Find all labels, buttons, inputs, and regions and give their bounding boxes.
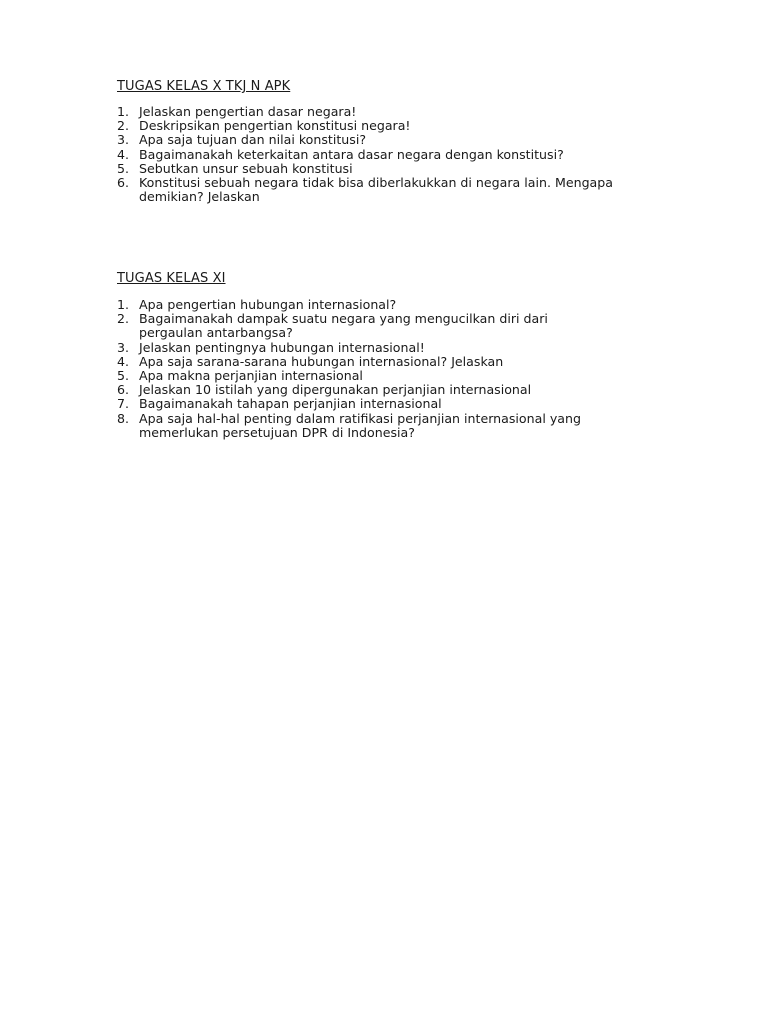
- question-item: [117, 412, 581, 440]
- question-number: 3.: [117, 339, 130, 355]
- question-text-line: Bagaimanakah keterkaitan antara dasar negara dengan konstitusi?: [139, 146, 564, 162]
- question-text-line: Jelaskan 10 istilah yang dipergunakan perjanjian internasional: [139, 382, 532, 398]
- question-text: [139, 119, 411, 133]
- question-text: [139, 412, 581, 440]
- question-item: [117, 105, 613, 119]
- question-text-line: memerlukan persetujuan DPR di Indonesia?: [139, 424, 415, 440]
- question-item: [117, 119, 613, 133]
- question-item: [117, 312, 581, 340]
- question-text: [139, 383, 531, 397]
- question-item: [117, 355, 581, 369]
- question-number: 5.: [117, 160, 130, 176]
- section-heading: TUGAS KELAS X TKJ N APK: [117, 79, 291, 94]
- question-text: [139, 397, 442, 411]
- question-text: [139, 298, 396, 312]
- question-text: [139, 312, 548, 340]
- question-item: [117, 162, 613, 176]
- question-text-line: Apa saja sarana-sarana hubungan internasional? Jelaskan: [139, 353, 504, 369]
- question-number: 6.: [117, 382, 130, 398]
- question-text: [139, 176, 613, 204]
- question-text-line: Sebutkan unsur sebuah konstitusi: [139, 160, 353, 176]
- question-number: 3.: [117, 132, 130, 148]
- question-number: 7.: [117, 396, 130, 412]
- question-text-line: Konstitusi sebuah negara tidak bisa diberlakukkan di negara lain. Mengapa: [139, 175, 613, 191]
- question-item: [117, 369, 581, 383]
- section-heading: TUGAS KELAS XI: [117, 271, 226, 286]
- question-text-line: Apa pengertian hubungan internasional?: [139, 297, 397, 312]
- section-kelas-xi: [117, 271, 581, 440]
- question-number: 6.: [117, 175, 130, 191]
- question-text-line: Bagaimanakah dampak suatu negara yang mengucilkan diri dari: [139, 311, 548, 327]
- question-item: [117, 298, 581, 312]
- question-text-line: pergaulan antarbangsa?: [139, 325, 293, 341]
- question-text: [139, 341, 425, 355]
- question-text: [139, 105, 356, 119]
- question-item: [117, 148, 613, 162]
- question-text: [139, 162, 353, 176]
- question-number: 5.: [117, 368, 130, 384]
- question-number: 2.: [117, 311, 130, 327]
- question-item: [117, 383, 581, 397]
- question-text: [139, 355, 503, 369]
- question-number: 4.: [117, 146, 130, 162]
- question-text: [139, 369, 363, 383]
- question-list: [117, 105, 613, 204]
- question-number: 1.: [117, 297, 130, 312]
- question-item: [117, 176, 613, 204]
- question-number: 2.: [117, 118, 130, 134]
- question-text-line: Jelaskan pentingnya hubungan internasional!: [139, 339, 425, 355]
- question-item: [117, 341, 581, 355]
- section-kelas-x: [117, 79, 613, 204]
- question-text-line: Bagaimanakah tahapan perjanjian internasional: [139, 396, 442, 412]
- question-list: [117, 298, 581, 440]
- question-item: [117, 133, 613, 147]
- question-item: [117, 397, 581, 411]
- question-text-line: Apa makna perjanjian internasional: [139, 368, 363, 384]
- question-text-line: Deskripsikan pengertian konstitusi negara!: [139, 118, 411, 134]
- question-text: [139, 133, 366, 147]
- question-number: 4.: [117, 353, 130, 369]
- question-text-line: Apa saja tujuan dan nilai konstitusi?: [139, 132, 367, 148]
- question-text-line: demikian? Jelaskan: [139, 189, 260, 205]
- question-number: 8.: [117, 410, 130, 426]
- question-text-line: Jelaskan pengertian dasar negara!: [139, 104, 357, 119]
- question-number: 1.: [117, 104, 130, 119]
- question-text-line: Apa saja hal-hal penting dalam ratifikasi perjanjian internasional yang: [139, 410, 581, 426]
- question-text: [139, 148, 564, 162]
